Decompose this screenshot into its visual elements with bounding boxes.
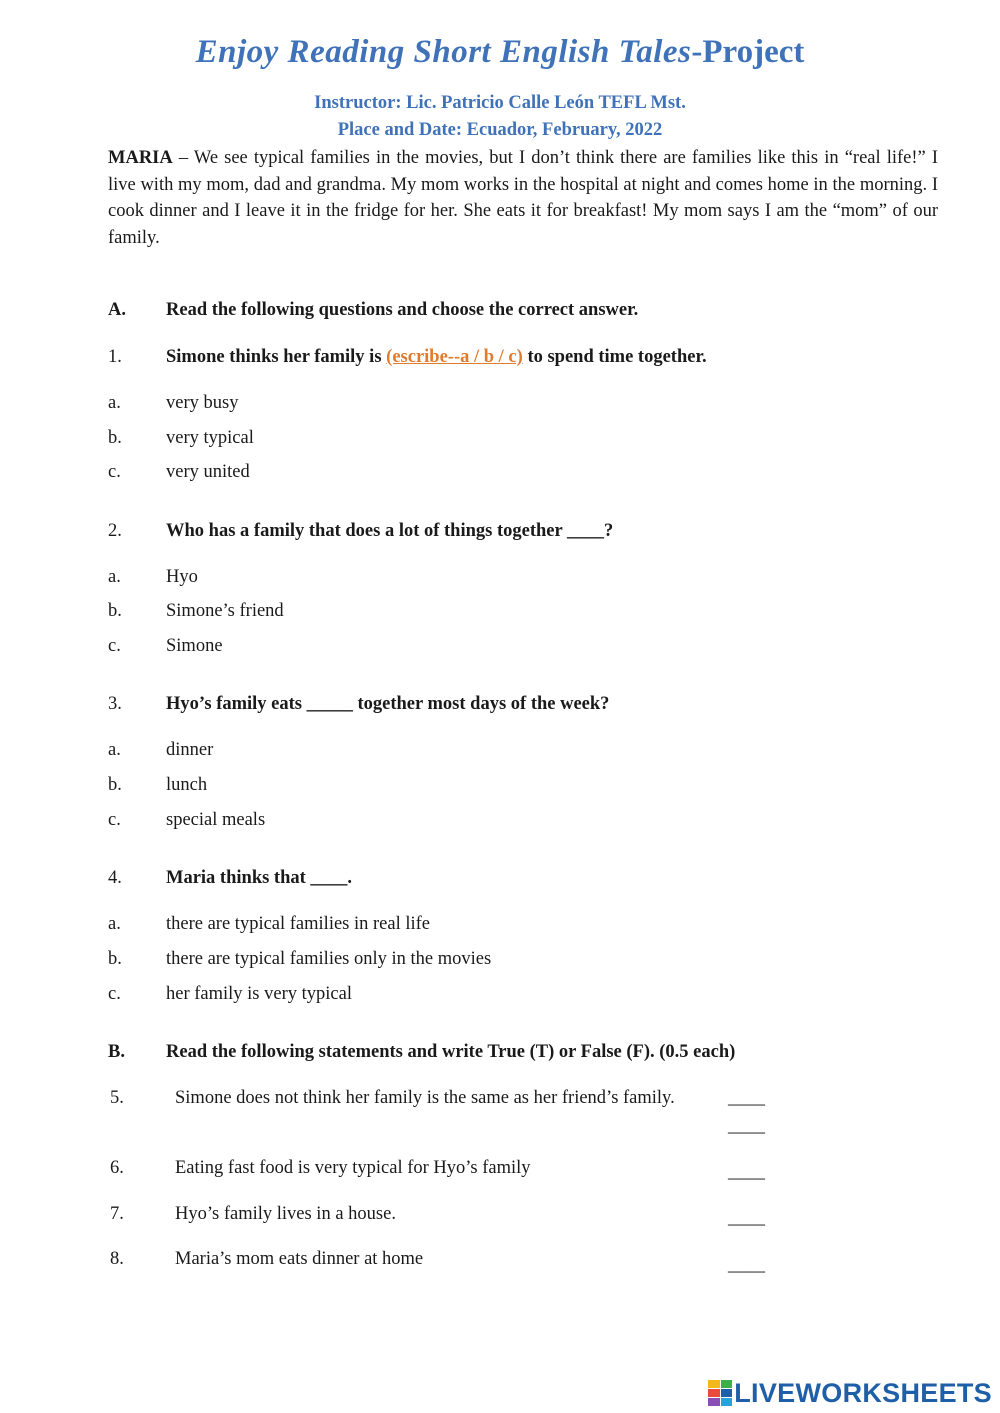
section-a-instruction: Read the following questions and choose the correct answer.: [166, 300, 639, 320]
question-number: 4.: [108, 868, 122, 888]
title-script: Enjoy Reading Short English Tales: [195, 34, 692, 70]
answer-blank[interactable]: ____: [728, 1116, 765, 1136]
place-date-line: Place and Date: Ecuador, February, 2022: [337, 120, 663, 140]
liveworksheets-logo: [708, 1378, 992, 1408]
answer-blank[interactable]: ____: [728, 1208, 765, 1228]
question-text: Simone thinks her family is (escribe--a / b / c) to spend time together.: [166, 347, 707, 367]
question-text: Hyo’s family eats _____ together most days of the week?: [166, 694, 610, 714]
question-text: Maria thinks that ____.: [166, 868, 353, 888]
section-a-letter: A.: [108, 300, 126, 320]
passage-speaker: MARIA: [108, 148, 173, 168]
worksheet-title: [0, 34, 1000, 71]
reading-passage: [108, 145, 938, 252]
title-suffix: -Project: [691, 34, 805, 70]
question-number: 3.: [108, 694, 122, 714]
answer-input-field[interactable]: (escribe--a / b / c): [386, 347, 523, 367]
logo-mark-icon: [708, 1380, 732, 1406]
section-b-instruction: Read the following statements and write True (T) or False (F). (0.5 each): [166, 1042, 736, 1062]
passage-text: – We see typical families in the movies, but I don’t think there are families like this in “real life!” I live with my mom, dad and grandma. My mom works in the hospital at night and comes home in the morning. I cook dinner and I leave it in the fridge for her. She eats it for breakfast! My mom says I am the “mom” of our family.: [108, 148, 938, 249]
logo-text: LIVEWORKSHEETS: [734, 1377, 992, 1408]
question-number: 2.: [108, 521, 122, 541]
answer-blank[interactable]: ____: [728, 1088, 765, 1108]
instructor-line: Instructor: Lic. Patricio Calle León TEFL Mst.: [314, 93, 686, 113]
question-text: Who has a family that does a lot of things together ____?: [166, 521, 614, 541]
answer-blank[interactable]: ____: [728, 1255, 765, 1275]
answer-blank[interactable]: ____: [728, 1162, 765, 1182]
question-number: 1.: [108, 347, 122, 367]
section-b-letter: B.: [108, 1042, 125, 1062]
